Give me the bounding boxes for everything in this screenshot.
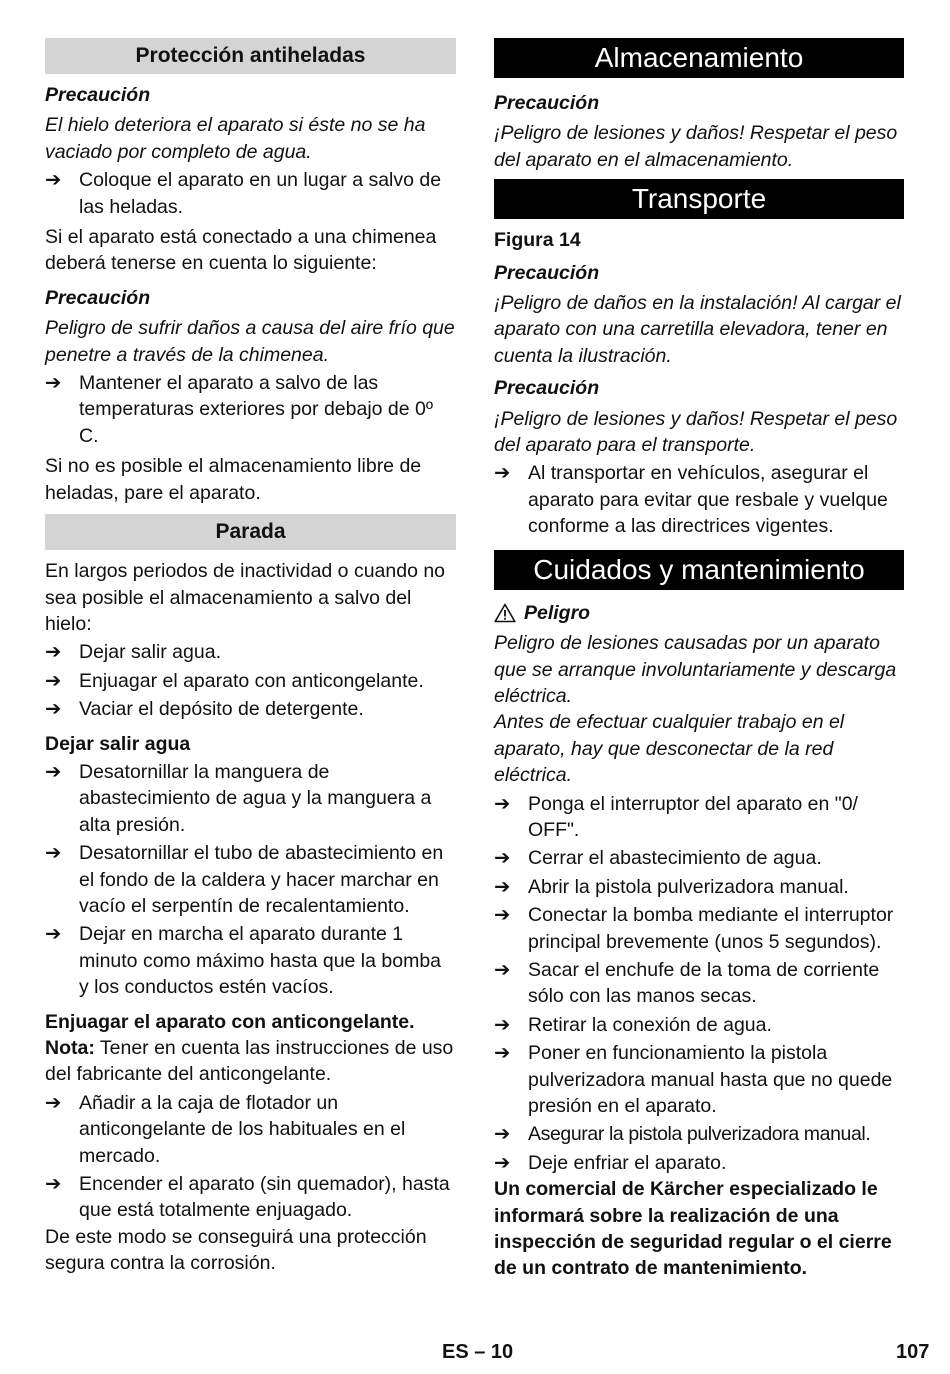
caution-label: Precaución <box>45 84 151 106</box>
arrow-icon: ➔ <box>494 792 511 815</box>
section-title-maintenance: Cuidados y mantenimiento <box>494 550 904 590</box>
list-item <box>45 759 456 838</box>
subheading-antifreeze: Enjuagar el aparato con anticongelante. <box>45 1010 415 1033</box>
list-item <box>494 957 904 1010</box>
list-item-text: Enjuagar el aparato con anticongelante. <box>79 669 424 692</box>
arrow-icon: ➔ <box>494 1123 511 1146</box>
paragraph: Si el aparato está conectado a una chimenea deberá tenerse en cuenta lo siguiente: <box>45 226 437 275</box>
section-title-frost-protection: Protección antiheladas <box>45 38 456 74</box>
list-item <box>45 921 456 1000</box>
arrow-icon: ➔ <box>45 842 62 865</box>
caution-label: Precaución <box>494 377 600 400</box>
note-paragraph <box>45 1035 456 1088</box>
footer-page-number: 107 <box>896 1341 930 1363</box>
arrow-icon: ➔ <box>45 372 62 395</box>
list-item <box>45 370 456 449</box>
left-column <box>45 38 456 1277</box>
caution-text: ¡Peligro de lesiones y daños! Respetar el peso del aparato en el almacenamiento. <box>494 122 898 171</box>
list-item-text: Ponga el interruptor del aparato en "0/ OFF". <box>528 792 858 841</box>
right-column <box>494 38 904 1282</box>
caution-text: Peligro de sufrir daños a causa del aire frío que penetre a través de la chimenea. <box>45 317 455 366</box>
list-item <box>494 1040 904 1119</box>
danger-label: Peligro <box>524 601 591 624</box>
list-item-text: Asegurar la pistola pulverizadora manual. <box>528 1123 871 1146</box>
list-item-text: Dejar en marcha el aparato durante 1 minuto como máximo hasta que la bomba y los conductos estén vacíos. <box>79 923 442 999</box>
arrow-icon: ➔ <box>494 958 511 981</box>
caution-label: Precaución <box>494 261 600 284</box>
list-item <box>45 668 456 694</box>
list-item-text: Abrir la pistola pulverizadora manual. <box>528 875 849 898</box>
list-item-text: Deje enfriar el aparato. <box>528 1151 727 1174</box>
list-item <box>45 1171 456 1224</box>
subheading-drain-water: Dejar salir agua <box>45 732 191 755</box>
list-item <box>494 1150 904 1176</box>
list-item <box>494 902 904 955</box>
section-title-shutdown: Parada <box>45 514 456 550</box>
list-item <box>494 845 904 871</box>
warning-triangle-icon <box>494 603 516 623</box>
list-item-text: Cerrar el abastecimiento de agua. <box>528 847 822 870</box>
list-item-text: Mantener el aparato a salvo de las temperaturas exteriores por debajo de 0º C. <box>79 372 433 447</box>
arrow-icon: ➔ <box>45 698 62 721</box>
list-item-text: Añadir a la caja de flotador un anticongelante de los habituales en el mercado. <box>79 1091 406 1167</box>
paragraph: En largos periodos de inactividad o cuando no sea posible el almacenamiento a salvo del hielo: <box>45 560 446 635</box>
caution-text: El hielo deteriora el aparato si éste no se ha vaciado por completo de agua. <box>45 114 426 163</box>
arrow-icon: ➔ <box>494 1151 511 1174</box>
list-item <box>45 696 456 722</box>
arrow-icon: ➔ <box>494 847 511 870</box>
danger-text: Peligro de lesiones causadas por un aparato que se arranque involuntariamente y descarga eléctrica. <box>494 632 897 707</box>
note-label: Nota: <box>45 1037 95 1059</box>
arrow-icon: ➔ <box>45 1173 62 1196</box>
list-item <box>494 460 904 539</box>
caution-label: Precaución <box>45 286 151 309</box>
section-title-transport: Transporte <box>494 179 904 219</box>
paragraph: Si no es posible el almacenamiento libre de heladas, pare el aparato. <box>45 455 422 504</box>
footer-language-page: ES – 10 <box>442 1341 514 1363</box>
paragraph: De este modo se conseguirá una protección segura contra la corrosión. <box>45 1225 427 1275</box>
list-item <box>494 874 904 900</box>
list-item-text: Desatornillar la manguera de abastecimiento de agua y la manguera a alta presión. <box>79 760 432 836</box>
danger-heading <box>494 600 904 626</box>
arrow-icon: ➔ <box>45 760 62 783</box>
list-item-text: Coloque el aparato en un lugar a salvo de las heladas. <box>79 169 442 218</box>
arrow-icon: ➔ <box>494 904 511 927</box>
figure-reference: Figura 14 <box>494 229 581 252</box>
list-item <box>494 1121 904 1147</box>
arrow-icon: ➔ <box>45 641 62 664</box>
section-title-storage: Almacenamiento <box>494 38 904 78</box>
note-text: Tener en cuenta las instrucciones de uso del fabricante del anticongelante. <box>45 1037 454 1086</box>
list-item-text: Sacar el enchufe de la toma de corriente sólo con las manos secas. <box>528 958 880 1008</box>
arrow-icon: ➔ <box>494 875 511 898</box>
caution-text: ¡Peligro de daños en la instalación! Al cargar el aparato con una carretilla elevadora, tener en cuenta la ilustración. <box>494 292 901 367</box>
caution-label: Precaución <box>494 92 600 114</box>
list-item <box>45 1090 456 1169</box>
arrow-icon: ➔ <box>494 462 511 485</box>
arrow-icon: ➔ <box>494 1042 511 1065</box>
list-item-text: Poner en funcionamiento la pistola pulverizadora manual hasta que no quede presión en el aparato. <box>528 1042 893 1117</box>
final-note: Un comercial de Kärcher especializado le informará sobre la realización de una inspección de seguridad regular o el cierre de un contrato de mantenimiento. <box>494 1178 892 1280</box>
list-item <box>45 639 456 665</box>
arrow-icon: ➔ <box>45 1091 62 1114</box>
list-item-text: Encender el aparato (sin quemador), hasta que está totalmente enjuagado. <box>79 1173 450 1222</box>
list-item-text: Retirar la conexión de agua. <box>528 1013 772 1036</box>
list-item-text: Conectar la bomba mediante el interruptor principal brevemente (unos 5 segundos). <box>528 904 894 953</box>
list-item-text: Vaciar el depósito de detergente. <box>79 698 364 721</box>
list-item-text: Al transportar en vehículos, asegurar el aparato para evitar que resbale y vuelque conforme a las directrices vigentes. <box>528 462 888 538</box>
list-item <box>494 1012 904 1038</box>
list-item <box>45 167 456 220</box>
list-item-text: Desatornillar el tubo de abastecimiento en el fondo de la caldera y hacer marchar en vacío el serpentín de recalentamiento. <box>79 842 444 917</box>
danger-text: Antes de efectuar cualquier trabajo en el aparato, hay que desconectar de la red eléctrica. <box>494 711 845 787</box>
arrow-icon: ➔ <box>45 169 62 192</box>
arrow-icon: ➔ <box>494 1013 511 1036</box>
list-item-text: Dejar salir agua. <box>79 641 221 664</box>
arrow-icon: ➔ <box>45 669 62 692</box>
list-item <box>494 791 904 844</box>
caution-text: ¡Peligro de lesiones y daños! Respetar el peso del aparato para el transporte. <box>494 407 898 457</box>
list-item <box>45 840 456 919</box>
arrow-icon: ➔ <box>45 923 62 946</box>
